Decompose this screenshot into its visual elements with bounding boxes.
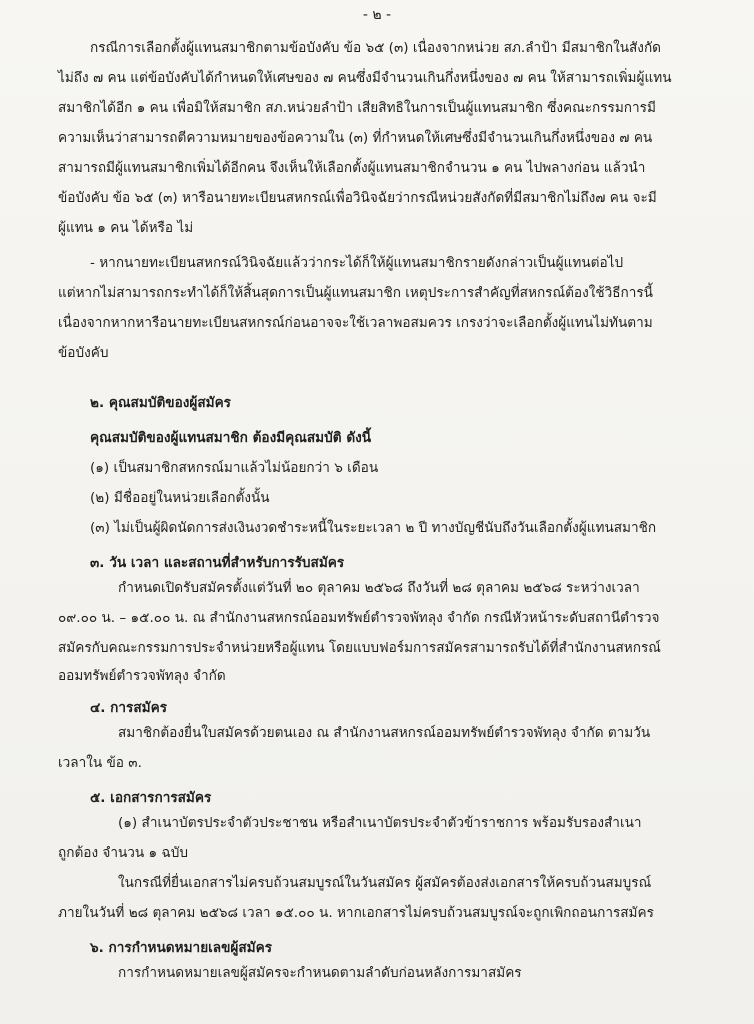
section-heading: ๓. วัน เวลา และสถานที่สำหรับการรับสมัคร (90, 555, 345, 571)
text-line: ข้อบังคับ ข้อ ๖๕ (๓) หารือนายทะเบียนสหกรณ์เพื่อวินิจฉัยว่ากรณีหน่วยสังกัดที่มีสมาชิกไม่ถึง๗ คน จะมี (58, 190, 657, 206)
text-line: สามารถมีผู้แทนสมาชิกเพิ่มได้อีกคน จึงเห็นให้เลือกตั้งผู้แทนสมาชิกจำนวน ๑ คน ไปพลางก่อน แล้วนำ (58, 160, 646, 176)
section-heading: ๔. การสมัคร (90, 700, 168, 716)
text-line: กรณีการเลือกตั้งผู้แทนสมาชิกตามข้อบังคับ ข้อ ๖๕ (๓) เนื่องจากหน่วย สภ.ลำป้า มีสมาชิกในสังกัด (90, 40, 661, 56)
text-line: ถูกต้อง จำนวน ๑ ฉบับ (58, 845, 189, 861)
list-item: (๓) ไม่เป็นผู้ผิดนัดการส่งเงินงวดชำระหนี้ในระยะเวลา ๒ ปี ทางบัญชีนับถึงวันเลือกตั้งผู้แทนสมาชิก (90, 520, 657, 536)
text-line: สมาชิกได้อีก ๑ คน เพื่อมิให้สมาชิก สภ.หน่วยลำป้า เสียสิทธิในการเป็นผู้แทนสมาชิก ซึ่งคณะกรรมการมี (58, 100, 656, 116)
text-line: ๐๙.๐๐ น. – ๑๕.๐๐ น. ณ สำนักงานสหกรณ์ออมทรัพย์ตำรวจพัทลุง จำกัด กรณีหัวหน้าระดับสถานีตำรวจ (58, 610, 660, 626)
text-line: ผู้แทน ๑ คน ได้หรือ ไม่ (58, 220, 194, 236)
text-line: เวลาใน ข้อ ๓. (58, 755, 142, 771)
text-line: ภายในวันที่ ๒๘ ตุลาคม ๒๕๖๘ เวลา ๑๕.๐๐ น. หากเอกสารไม่ครบถ้วนสมบูรณ์จะถูกเพิกถอนการสมัคร (58, 905, 654, 921)
section-heading: ๕. เอกสารการสมัคร (90, 790, 212, 806)
section-heading: ๒. คุณสมบัติของผู้สมัคร (90, 395, 231, 411)
text-line: สมาชิกต้องยื่นใบสมัครด้วยตนเอง ณ สำนักงานสหกรณ์ออมทรัพย์ตำรวจพัทลุง จำกัด ตามวัน (118, 725, 651, 741)
text-line: แต่หากไม่สามารถกระทำได้ก็ให้สิ้นสุดการเป็นผู้แทนสมาชิก เหตุประการสำคัญที่สหกรณ์ต้องใช้วิธีการนี้ (58, 285, 653, 301)
text-line: กำหนดเปิดรับสมัครตั้งแต่วันที่ ๒๐ ตุลาคม ๒๕๖๘ ถึงวันที่ ๒๘ ตุลาคม ๒๕๖๘ ระหว่างเวลา (118, 580, 640, 596)
section-subheading: คุณสมบัติของผู้แทนสมาชิก ต้องมีคุณสมบัติ ดังนี้ (90, 430, 372, 446)
section-heading: ๖. การกำหนดหมายเลขผู้สมัคร (90, 940, 273, 956)
text-line: ความเห็นว่าสามารถตีความหมายของข้อความใน (๓) ที่กำหนดให้เศษซึ่งมีจำนวนเกินกึ่งหนึ่งของ ๗ คน (58, 130, 653, 146)
text-line: - หากนายทะเบียนสหกรณ์วินิจฉัยแล้วว่ากระได้ก็ให้ผู้แทนสมาชิกรายดังกล่าวเป็นผู้แทนต่อไป (90, 255, 624, 271)
list-item: (๑) เป็นสมาชิกสหกรณ์มาแล้วไม่น้อยกว่า ๖ เดือน (90, 460, 379, 476)
text-line: ไม่ถึง ๗ คน แต่ข้อบังคับได้กำหนดให้เศษของ ๗ คนซึ่งมีจำนวนเกินกึ่งหนึ่งของ ๗ คน ให้สามารถเพิ่มผู้แทน (58, 70, 672, 86)
text-line: เนื่องจากหากหารือนายทะเบียนสหกรณ์ก่อนอาจจะใช้เวลาพอสมควร เกรงว่าจะเลือกตั้งผู้แทนไม่ทันตาม (58, 315, 653, 331)
list-item: (๒) มีชื่ออยู่ในหน่วยเลือกตั้งนั้น (90, 490, 270, 506)
text-line: สมัครกับคณะกรรมการประจำหน่วยหรือผู้แทน โดยแบบฟอร์มการสมัครสามารถรับได้ที่สำนักงานสหกรณ์ (58, 640, 661, 656)
text-line: การกำหนดหมายเลขผู้สมัครจะกำหนดตามลำดับก่อนหลังการมาสมัคร (118, 965, 522, 981)
text-line: ในกรณีที่ยื่นเอกสารไม่ครบถ้วนสมบูรณ์ในวันสมัคร ผู้สมัครต้องส่งเอกสารให้ครบถ้วนสมบูรณ์ (118, 875, 652, 891)
text-line: ข้อบังคับ (58, 345, 109, 361)
page-number: - ๒ - (362, 7, 392, 23)
text-line: ออมทรัพย์ตำรวจพัทลุง จำกัด (58, 668, 226, 684)
text-line: (๑) สำเนาบัตรประจำตัวประชาชน หรือสำเนาบัตรประจำตัวข้าราชการ พร้อมรับรองสำเนา (118, 815, 642, 831)
